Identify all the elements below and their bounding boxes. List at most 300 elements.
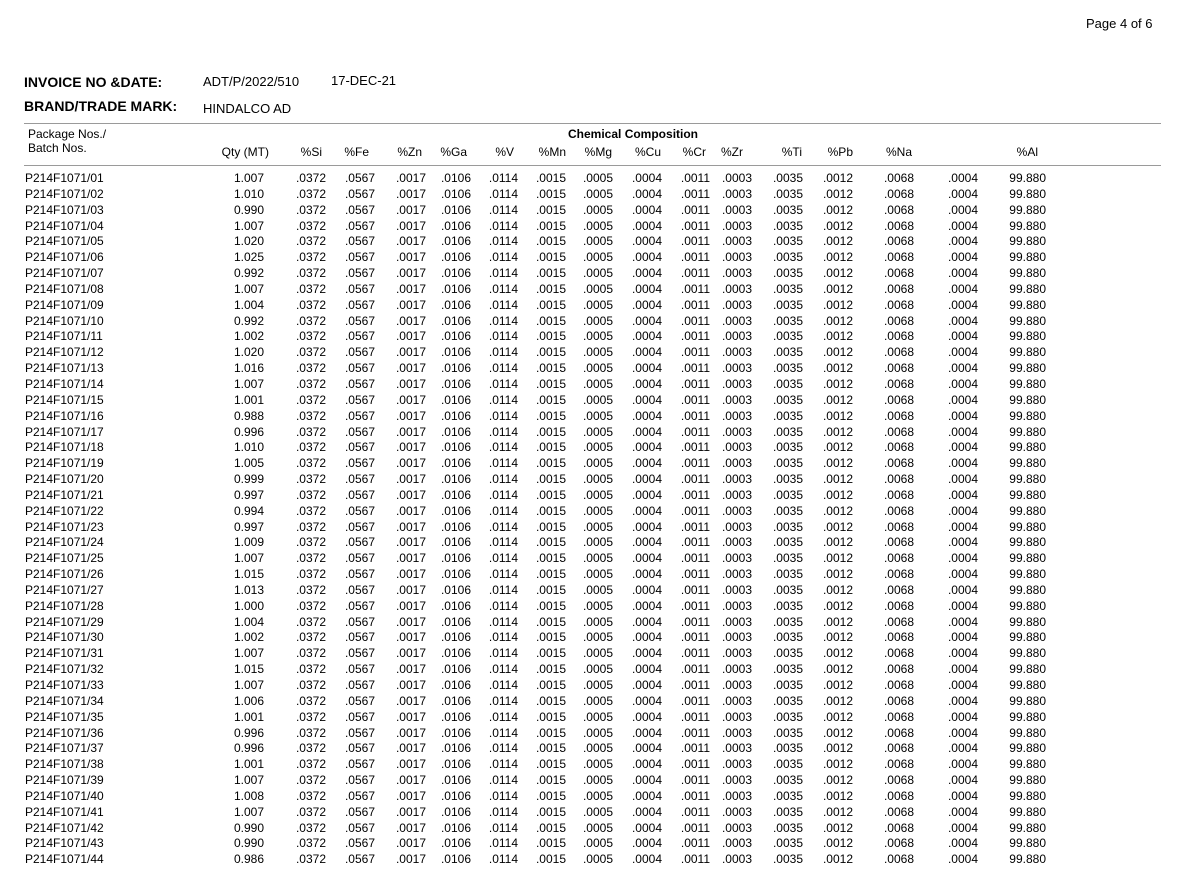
composition-value: .0035 bbox=[772, 662, 803, 677]
composition-value: .0012 bbox=[822, 487, 853, 502]
composition-value: .0004 bbox=[947, 836, 978, 851]
batch-number: P214F1071/23 bbox=[25, 519, 104, 534]
composition-value: .0004 bbox=[947, 313, 978, 328]
composition-value: .0017 bbox=[395, 598, 426, 613]
composition-value: .0106 bbox=[440, 519, 471, 534]
column-header-zn: %Zn bbox=[397, 145, 422, 159]
composition-value: .0015 bbox=[535, 788, 566, 803]
composition-value: 99.880 bbox=[1009, 218, 1046, 233]
composition-value: .0004 bbox=[947, 376, 978, 391]
composition-value: .0012 bbox=[822, 567, 853, 582]
brand-label: BRAND/TRADE MARK: bbox=[24, 98, 178, 114]
package-column-header bbox=[28, 127, 106, 155]
qty-value: 0.999 bbox=[233, 472, 264, 487]
composition-value: 99.880 bbox=[1009, 709, 1046, 724]
composition-value: .0017 bbox=[395, 456, 426, 471]
composition-value: .0011 bbox=[680, 614, 710, 629]
composition-value: .0005 bbox=[582, 646, 613, 661]
composition-value: .0372 bbox=[295, 424, 326, 439]
composition-value: .0004 bbox=[631, 757, 662, 772]
qty-value: 0.997 bbox=[233, 487, 264, 502]
composition-value: .0017 bbox=[395, 361, 426, 376]
composition-value: .0011 bbox=[680, 820, 710, 835]
composition-value: .0004 bbox=[947, 646, 978, 661]
composition-value: .0567 bbox=[344, 329, 375, 344]
composition-value: .0372 bbox=[295, 266, 326, 281]
composition-value: .0114 bbox=[488, 598, 518, 613]
composition-value: .0567 bbox=[344, 487, 375, 502]
composition-value: .0372 bbox=[295, 852, 326, 867]
composition-value: .0011 bbox=[680, 804, 710, 819]
composition-value: .0068 bbox=[883, 171, 914, 185]
composition-value: .0003 bbox=[721, 218, 752, 233]
batch-number: P214F1071/10 bbox=[25, 313, 104, 328]
composition-value: .0012 bbox=[822, 329, 853, 344]
composition-value: 99.880 bbox=[1009, 250, 1046, 265]
composition-value: .0003 bbox=[721, 250, 752, 265]
composition-value: .0068 bbox=[883, 678, 914, 692]
composition-value: .0017 bbox=[395, 804, 426, 819]
composition-value: .0068 bbox=[883, 281, 914, 296]
composition-value: .0106 bbox=[440, 503, 471, 518]
composition-value: .0004 bbox=[947, 424, 978, 439]
composition-value: .0106 bbox=[440, 804, 471, 819]
composition-value: .0068 bbox=[883, 551, 914, 566]
composition-value: 99.880 bbox=[1009, 773, 1046, 788]
composition-value: .0035 bbox=[772, 757, 803, 772]
table-row bbox=[0, 662, 1200, 678]
composition-value: .0005 bbox=[582, 376, 613, 391]
composition-value: .0567 bbox=[344, 440, 375, 455]
composition-value: .0003 bbox=[721, 788, 752, 803]
composition-value: .0004 bbox=[947, 519, 978, 534]
composition-value: .0106 bbox=[440, 171, 471, 185]
composition-value: .0017 bbox=[395, 408, 426, 423]
composition-value: .0068 bbox=[883, 741, 914, 756]
batch-number: P214F1071/33 bbox=[25, 678, 104, 692]
composition-value: .0015 bbox=[535, 741, 566, 756]
composition-value: .0017 bbox=[395, 503, 426, 518]
composition-value: .0011 bbox=[680, 646, 710, 661]
composition-value: .0017 bbox=[395, 424, 426, 439]
composition-value: .0004 bbox=[947, 725, 978, 740]
composition-value: .0372 bbox=[295, 250, 326, 265]
batch-number: P214F1071/11 bbox=[25, 329, 103, 344]
composition-value: .0005 bbox=[582, 361, 613, 376]
composition-value: .0114 bbox=[488, 472, 518, 487]
qty-value: 1.020 bbox=[233, 234, 264, 249]
batch-number: P214F1071/13 bbox=[25, 361, 104, 376]
composition-value: .0005 bbox=[582, 836, 613, 851]
composition-value: .0003 bbox=[721, 773, 752, 788]
table-row bbox=[0, 757, 1200, 773]
composition-value: .0068 bbox=[883, 630, 914, 645]
composition-value: .0004 bbox=[631, 741, 662, 756]
composition-value: .0106 bbox=[440, 757, 471, 772]
composition-value: .0372 bbox=[295, 503, 326, 518]
composition-value: .0004 bbox=[631, 804, 662, 819]
batch-number: P214F1071/08 bbox=[25, 281, 104, 296]
composition-value: .0012 bbox=[822, 345, 853, 360]
composition-value: .0017 bbox=[395, 281, 426, 296]
composition-value: .0372 bbox=[295, 376, 326, 391]
composition-value: .0004 bbox=[947, 788, 978, 803]
composition-value: .0003 bbox=[721, 440, 752, 455]
table-row bbox=[0, 171, 1200, 187]
composition-value: .0015 bbox=[535, 408, 566, 423]
composition-value: .0003 bbox=[721, 171, 752, 185]
batch-number: P214F1071/01 bbox=[25, 171, 104, 185]
composition-value: .0005 bbox=[582, 804, 613, 819]
composition-value: .0012 bbox=[822, 186, 853, 201]
composition-value: .0035 bbox=[772, 186, 803, 201]
table-row bbox=[0, 694, 1200, 710]
composition-value: .0011 bbox=[680, 852, 710, 867]
composition-value: .0003 bbox=[721, 472, 752, 487]
table-row bbox=[0, 567, 1200, 583]
composition-value: .0015 bbox=[535, 535, 566, 550]
composition-value: .0035 bbox=[772, 329, 803, 344]
composition-value: .0011 bbox=[680, 408, 710, 423]
qty-value: 1.007 bbox=[233, 171, 264, 185]
batch-number: P214F1071/24 bbox=[25, 535, 104, 550]
chemical-composition-title: Chemical Composition bbox=[568, 127, 699, 141]
composition-value: .0003 bbox=[721, 709, 752, 724]
batch-number: P214F1071/35 bbox=[25, 709, 104, 724]
composition-value: .0068 bbox=[883, 646, 914, 661]
composition-value: .0004 bbox=[947, 456, 978, 471]
composition-value: .0005 bbox=[582, 582, 613, 597]
composition-value: .0106 bbox=[440, 535, 471, 550]
composition-value: .0003 bbox=[721, 361, 752, 376]
composition-value: .0004 bbox=[631, 250, 662, 265]
composition-value: .0567 bbox=[344, 171, 375, 185]
composition-value: 99.880 bbox=[1009, 171, 1046, 185]
composition-value: .0035 bbox=[772, 646, 803, 661]
composition-value: 99.880 bbox=[1009, 456, 1046, 471]
composition-value: .0567 bbox=[344, 424, 375, 439]
qty-value: 0.996 bbox=[233, 741, 264, 756]
table-row bbox=[0, 615, 1200, 631]
composition-value: .0015 bbox=[535, 567, 566, 582]
composition-value: .0567 bbox=[344, 535, 375, 550]
composition-value: .0003 bbox=[721, 234, 752, 249]
batch-number: P214F1071/17 bbox=[25, 424, 104, 439]
composition-value: .0114 bbox=[488, 630, 518, 645]
composition-value: .0567 bbox=[344, 741, 375, 756]
composition-value: .0005 bbox=[582, 757, 613, 772]
composition-value: .0003 bbox=[721, 297, 752, 312]
composition-value: .0372 bbox=[295, 693, 326, 708]
composition-value: .0017 bbox=[395, 186, 426, 201]
composition-value: .0035 bbox=[772, 218, 803, 233]
composition-value: .0106 bbox=[440, 392, 471, 407]
table-row bbox=[0, 250, 1200, 266]
composition-value: 99.880 bbox=[1009, 567, 1046, 582]
composition-value: 99.880 bbox=[1009, 598, 1046, 613]
composition-value: .0017 bbox=[395, 693, 426, 708]
composition-value: .0567 bbox=[344, 678, 375, 692]
composition-value: .0114 bbox=[488, 202, 518, 217]
composition-value: .0003 bbox=[721, 281, 752, 296]
qty-value: 1.000 bbox=[233, 598, 264, 613]
composition-value: .0004 bbox=[631, 472, 662, 487]
column-header-al: %Al bbox=[1016, 145, 1038, 159]
composition-value: .0015 bbox=[535, 361, 566, 376]
composition-value: .0372 bbox=[295, 202, 326, 217]
composition-value: .0106 bbox=[440, 202, 471, 217]
composition-value: 99.880 bbox=[1009, 202, 1046, 217]
composition-value: .0114 bbox=[488, 281, 518, 296]
table-row bbox=[0, 203, 1200, 219]
composition-value: 99.880 bbox=[1009, 741, 1046, 756]
composition-value: .0567 bbox=[344, 820, 375, 835]
composition-value: .0012 bbox=[822, 202, 853, 217]
composition-value: 99.880 bbox=[1009, 234, 1046, 249]
composition-value: .0003 bbox=[721, 630, 752, 645]
table-row bbox=[0, 678, 1200, 694]
composition-value: .0567 bbox=[344, 788, 375, 803]
composition-value: .0003 bbox=[721, 424, 752, 439]
composition-value: .0372 bbox=[295, 709, 326, 724]
composition-value: .0106 bbox=[440, 741, 471, 756]
table-row bbox=[0, 472, 1200, 488]
batch-number: P214F1071/29 bbox=[25, 614, 104, 629]
composition-value: .0011 bbox=[680, 297, 710, 312]
composition-value: .0003 bbox=[721, 598, 752, 613]
composition-value: .0004 bbox=[947, 662, 978, 677]
composition-value: .0372 bbox=[295, 725, 326, 740]
composition-value: 99.880 bbox=[1009, 313, 1046, 328]
qty-value: 0.990 bbox=[233, 820, 264, 835]
composition-value: .0004 bbox=[631, 567, 662, 582]
table-row bbox=[0, 504, 1200, 520]
composition-value: .0003 bbox=[721, 852, 752, 867]
composition-value: .0004 bbox=[947, 234, 978, 249]
composition-value: .0004 bbox=[631, 392, 662, 407]
composition-value: .0004 bbox=[947, 297, 978, 312]
composition-value: .0017 bbox=[395, 773, 426, 788]
composition-value: .0106 bbox=[440, 725, 471, 740]
composition-value: .0035 bbox=[772, 345, 803, 360]
composition-value: .0004 bbox=[631, 345, 662, 360]
composition-value: .0017 bbox=[395, 250, 426, 265]
composition-value: .0003 bbox=[721, 614, 752, 629]
composition-value: .0011 bbox=[680, 662, 710, 677]
composition-value: .0012 bbox=[822, 456, 853, 471]
column-header-ti: %Ti bbox=[781, 145, 802, 159]
composition-value: .0011 bbox=[680, 218, 710, 233]
composition-value: .0114 bbox=[488, 329, 518, 344]
composition-value: .0004 bbox=[947, 804, 978, 819]
composition-value: .0017 bbox=[395, 218, 426, 233]
composition-value: .0035 bbox=[772, 266, 803, 281]
qty-value: 1.002 bbox=[233, 630, 264, 645]
composition-value: .0567 bbox=[344, 186, 375, 201]
composition-value: .0004 bbox=[631, 171, 662, 185]
composition-value: .0372 bbox=[295, 361, 326, 376]
composition-value: .0003 bbox=[721, 408, 752, 423]
qty-value: 0.986 bbox=[233, 852, 264, 867]
composition-value: .0003 bbox=[721, 567, 752, 582]
composition-value: .0015 bbox=[535, 757, 566, 772]
composition-value: .0567 bbox=[344, 614, 375, 629]
composition-value: .0015 bbox=[535, 836, 566, 851]
composition-value: .0004 bbox=[631, 551, 662, 566]
composition-value: .0114 bbox=[488, 773, 518, 788]
composition-value: .0015 bbox=[535, 551, 566, 566]
composition-value: .0035 bbox=[772, 836, 803, 851]
batch-number: P214F1071/04 bbox=[25, 218, 104, 233]
composition-value: .0004 bbox=[631, 487, 662, 502]
composition-value: .0372 bbox=[295, 171, 326, 185]
composition-value: .0005 bbox=[582, 297, 613, 312]
composition-value: .0068 bbox=[883, 788, 914, 803]
composition-value: .0106 bbox=[440, 551, 471, 566]
qty-value: 1.007 bbox=[233, 218, 264, 233]
composition-value: .0017 bbox=[395, 551, 426, 566]
composition-value: .0004 bbox=[631, 820, 662, 835]
composition-value: .0035 bbox=[772, 440, 803, 455]
composition-value: .0011 bbox=[680, 424, 710, 439]
composition-value: .0015 bbox=[535, 582, 566, 597]
composition-value: .0003 bbox=[721, 582, 752, 597]
composition-value: .0106 bbox=[440, 788, 471, 803]
column-header-cu: %Cu bbox=[634, 145, 661, 159]
qty-value: 1.015 bbox=[233, 662, 264, 677]
composition-value: .0068 bbox=[883, 693, 914, 708]
composition-value: .0068 bbox=[883, 250, 914, 265]
composition-value: .0567 bbox=[344, 456, 375, 471]
composition-value: .0012 bbox=[822, 773, 853, 788]
composition-value: .0004 bbox=[631, 693, 662, 708]
composition-value: .0372 bbox=[295, 487, 326, 502]
composition-value: .0005 bbox=[582, 709, 613, 724]
composition-value: .0012 bbox=[822, 757, 853, 772]
composition-value: .0017 bbox=[395, 519, 426, 534]
column-header-pb: %Pb bbox=[827, 145, 853, 159]
composition-value: .0035 bbox=[772, 773, 803, 788]
composition-value: .0068 bbox=[883, 836, 914, 851]
composition-value: .0004 bbox=[631, 234, 662, 249]
composition-value: .0004 bbox=[947, 202, 978, 217]
qty-value: 1.025 bbox=[233, 250, 264, 265]
composition-value: .0567 bbox=[344, 773, 375, 788]
composition-value: 99.880 bbox=[1009, 836, 1046, 851]
composition-value: .0012 bbox=[822, 472, 853, 487]
composition-value: .0004 bbox=[947, 472, 978, 487]
composition-value: .0003 bbox=[721, 329, 752, 344]
composition-value: .0035 bbox=[772, 472, 803, 487]
composition-value: .0114 bbox=[488, 709, 518, 724]
table-header-divider bbox=[24, 165, 1161, 166]
composition-value: .0012 bbox=[822, 281, 853, 296]
composition-value: .0005 bbox=[582, 202, 613, 217]
qty-value: 1.007 bbox=[233, 646, 264, 661]
composition-value: .0015 bbox=[535, 202, 566, 217]
composition-value: .0011 bbox=[680, 630, 710, 645]
batch-number: P214F1071/16 bbox=[25, 408, 104, 423]
composition-value: .0068 bbox=[883, 361, 914, 376]
composition-value: .0068 bbox=[883, 376, 914, 391]
package-label-line1: Package Nos./ bbox=[28, 127, 107, 141]
composition-value: .0372 bbox=[295, 234, 326, 249]
table-row bbox=[0, 377, 1200, 393]
composition-value: .0011 bbox=[680, 313, 710, 328]
composition-value: .0012 bbox=[822, 408, 853, 423]
composition-value: .0011 bbox=[680, 709, 710, 724]
composition-value: .0004 bbox=[947, 598, 978, 613]
composition-value: .0035 bbox=[772, 487, 803, 502]
composition-value: .0011 bbox=[680, 757, 710, 772]
composition-value: .0035 bbox=[772, 424, 803, 439]
composition-value: .0114 bbox=[488, 582, 518, 597]
composition-value: .0372 bbox=[295, 820, 326, 835]
composition-value: .0372 bbox=[295, 630, 326, 645]
composition-value: .0015 bbox=[535, 614, 566, 629]
composition-value: .0004 bbox=[947, 757, 978, 772]
composition-value: .0567 bbox=[344, 503, 375, 518]
composition-value: .0068 bbox=[883, 329, 914, 344]
composition-value: .0106 bbox=[440, 662, 471, 677]
composition-value: .0035 bbox=[772, 456, 803, 471]
composition-value: .0003 bbox=[721, 519, 752, 534]
batch-number: P214F1071/41 bbox=[25, 804, 104, 819]
composition-value: .0004 bbox=[631, 709, 662, 724]
composition-value: .0068 bbox=[883, 725, 914, 740]
batch-number: P214F1071/43 bbox=[25, 836, 104, 851]
composition-value: .0068 bbox=[883, 662, 914, 677]
composition-value: .0015 bbox=[535, 519, 566, 534]
batch-number: P214F1071/12 bbox=[25, 345, 104, 360]
composition-value: .0567 bbox=[344, 376, 375, 391]
composition-value: .0004 bbox=[631, 535, 662, 550]
composition-value: .0035 bbox=[772, 630, 803, 645]
composition-value: .0035 bbox=[772, 519, 803, 534]
table-row bbox=[0, 599, 1200, 615]
composition-value: .0004 bbox=[631, 773, 662, 788]
column-header-cr: %Cr bbox=[682, 145, 706, 159]
composition-value: .0114 bbox=[488, 266, 518, 281]
brand-value: HINDALCO AD bbox=[203, 101, 292, 116]
batch-number: P214F1071/26 bbox=[25, 567, 104, 582]
composition-value: 99.880 bbox=[1009, 345, 1046, 360]
table-top-divider bbox=[24, 123, 1161, 124]
composition-value: .0004 bbox=[947, 535, 978, 550]
composition-value: .0114 bbox=[488, 440, 518, 455]
composition-value: .0003 bbox=[721, 392, 752, 407]
composition-value: .0011 bbox=[680, 376, 710, 391]
composition-value: .0106 bbox=[440, 218, 471, 233]
composition-value: .0004 bbox=[947, 487, 978, 502]
table-row bbox=[0, 266, 1200, 282]
qty-value: 1.002 bbox=[233, 329, 264, 344]
column-header-na: %Na bbox=[885, 145, 912, 159]
composition-value: .0567 bbox=[344, 646, 375, 661]
composition-value: .0106 bbox=[440, 424, 471, 439]
batch-number: P214F1071/44 bbox=[25, 852, 104, 867]
composition-value: .0015 bbox=[535, 234, 566, 249]
composition-value: .0567 bbox=[344, 250, 375, 265]
composition-value: .0106 bbox=[440, 630, 471, 645]
composition-value: .0012 bbox=[822, 852, 853, 867]
composition-value: .0372 bbox=[295, 646, 326, 661]
composition-value: .0015 bbox=[535, 773, 566, 788]
qty-value: 1.016 bbox=[233, 361, 264, 376]
composition-value: 99.880 bbox=[1009, 788, 1046, 803]
qty-value: 0.990 bbox=[233, 836, 264, 851]
composition-value: .0035 bbox=[772, 804, 803, 819]
